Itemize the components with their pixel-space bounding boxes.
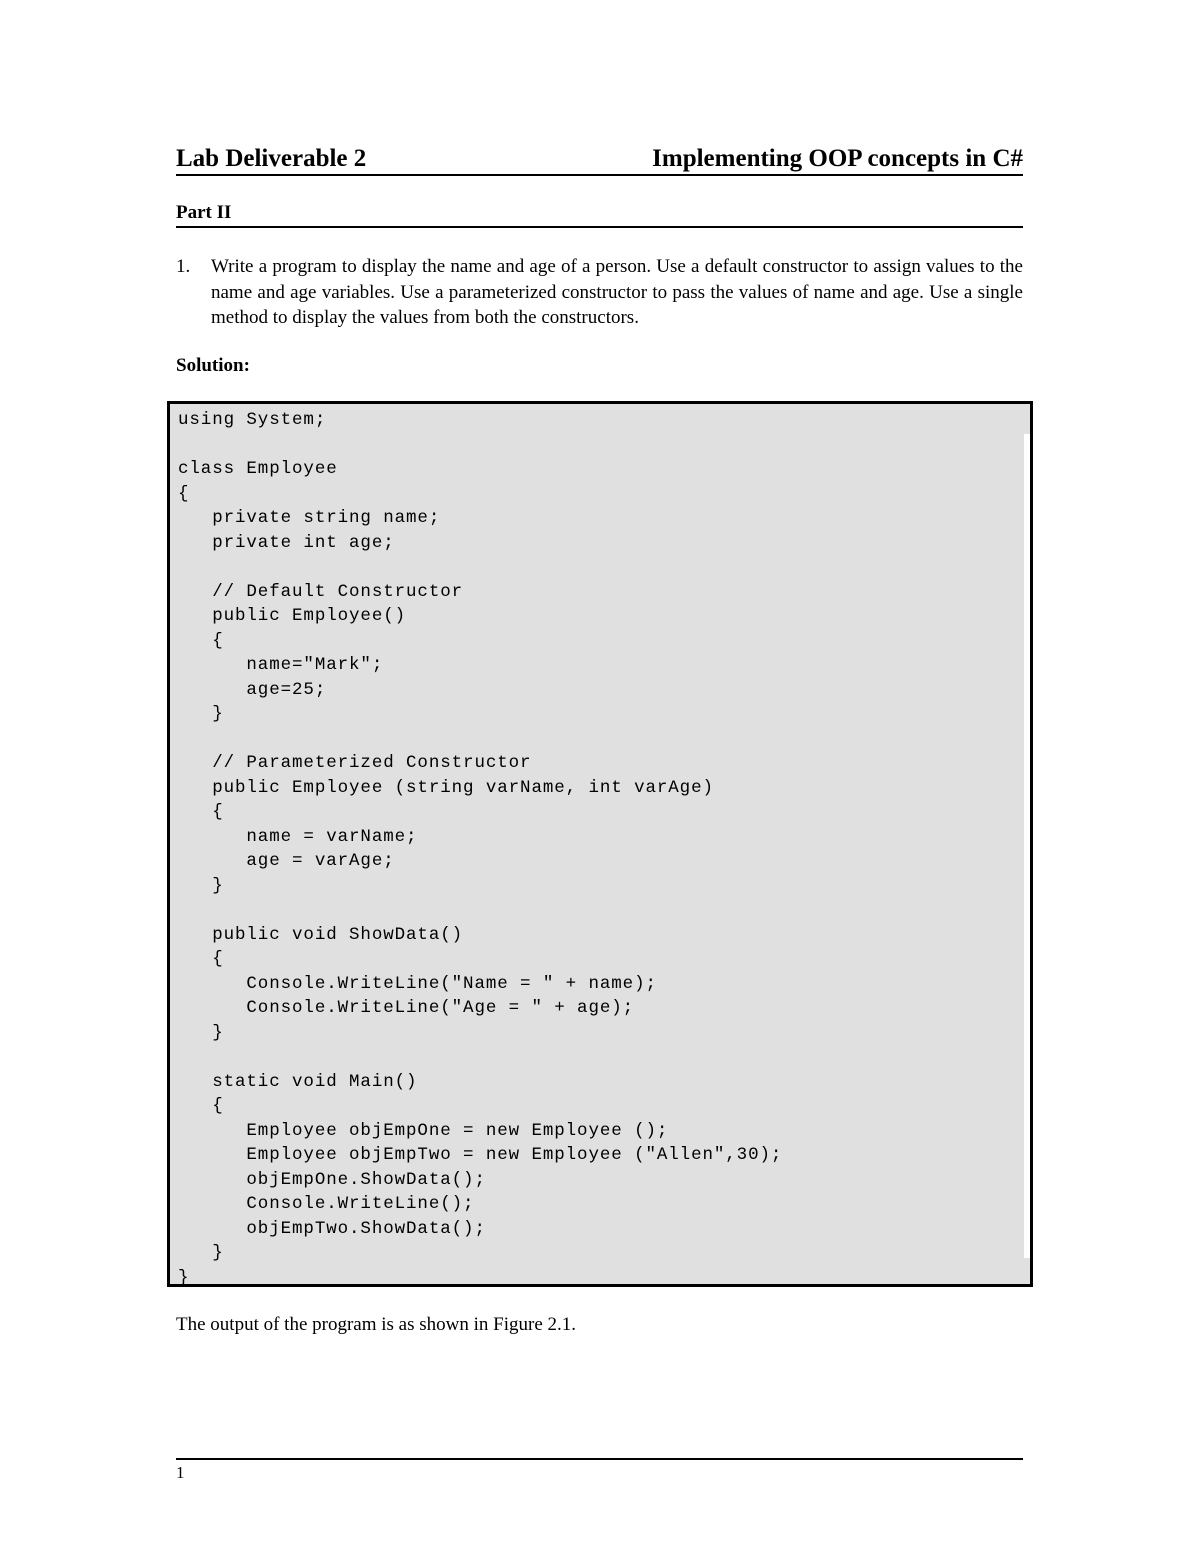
question-item xyxy=(176,254,1023,331)
section-heading: Part II xyxy=(176,200,1023,228)
question-number: 1. xyxy=(176,256,191,277)
page-header xyxy=(176,142,1023,176)
header-left-title: Lab Deliverable 2 xyxy=(176,145,367,172)
solution-label: Solution: xyxy=(176,355,250,376)
output-description: The output of the program is as shown in Figure 2.1. xyxy=(176,1314,577,1335)
page-number: 1 xyxy=(176,1463,185,1482)
code-listing: using System; class Employee { private string name; private int age; // Default Constructor public Employee() { name="Mark"; age=25; } // Parameterized Constructor public Employee (string varName, int varAge) { name = varName; age = varAge; } public void ShowData() { Console.WriteLine("Name = " + name); Console.WriteLine("Age = " + age); } static void Main() { Employee objEmpOne = new Employee (); Employee objEmpTwo = new Employee ("Allen",30); objEmpOne.ShowData(); Console.WriteLine(); objEmpTwo.ShowData(); } } xyxy=(178,410,783,1288)
code-block xyxy=(167,401,1033,1287)
question-text: Write a program to display the name and age of a person. Use a default constructor to assign values to the name and age variables. Use a parameterized constructor to pass the values of name and age. Use a single method to display the values from both the constructors. xyxy=(211,256,1023,328)
footer-rule xyxy=(176,1458,1023,1460)
header-right-title: Implementing OOP concepts in C# xyxy=(652,145,1023,172)
